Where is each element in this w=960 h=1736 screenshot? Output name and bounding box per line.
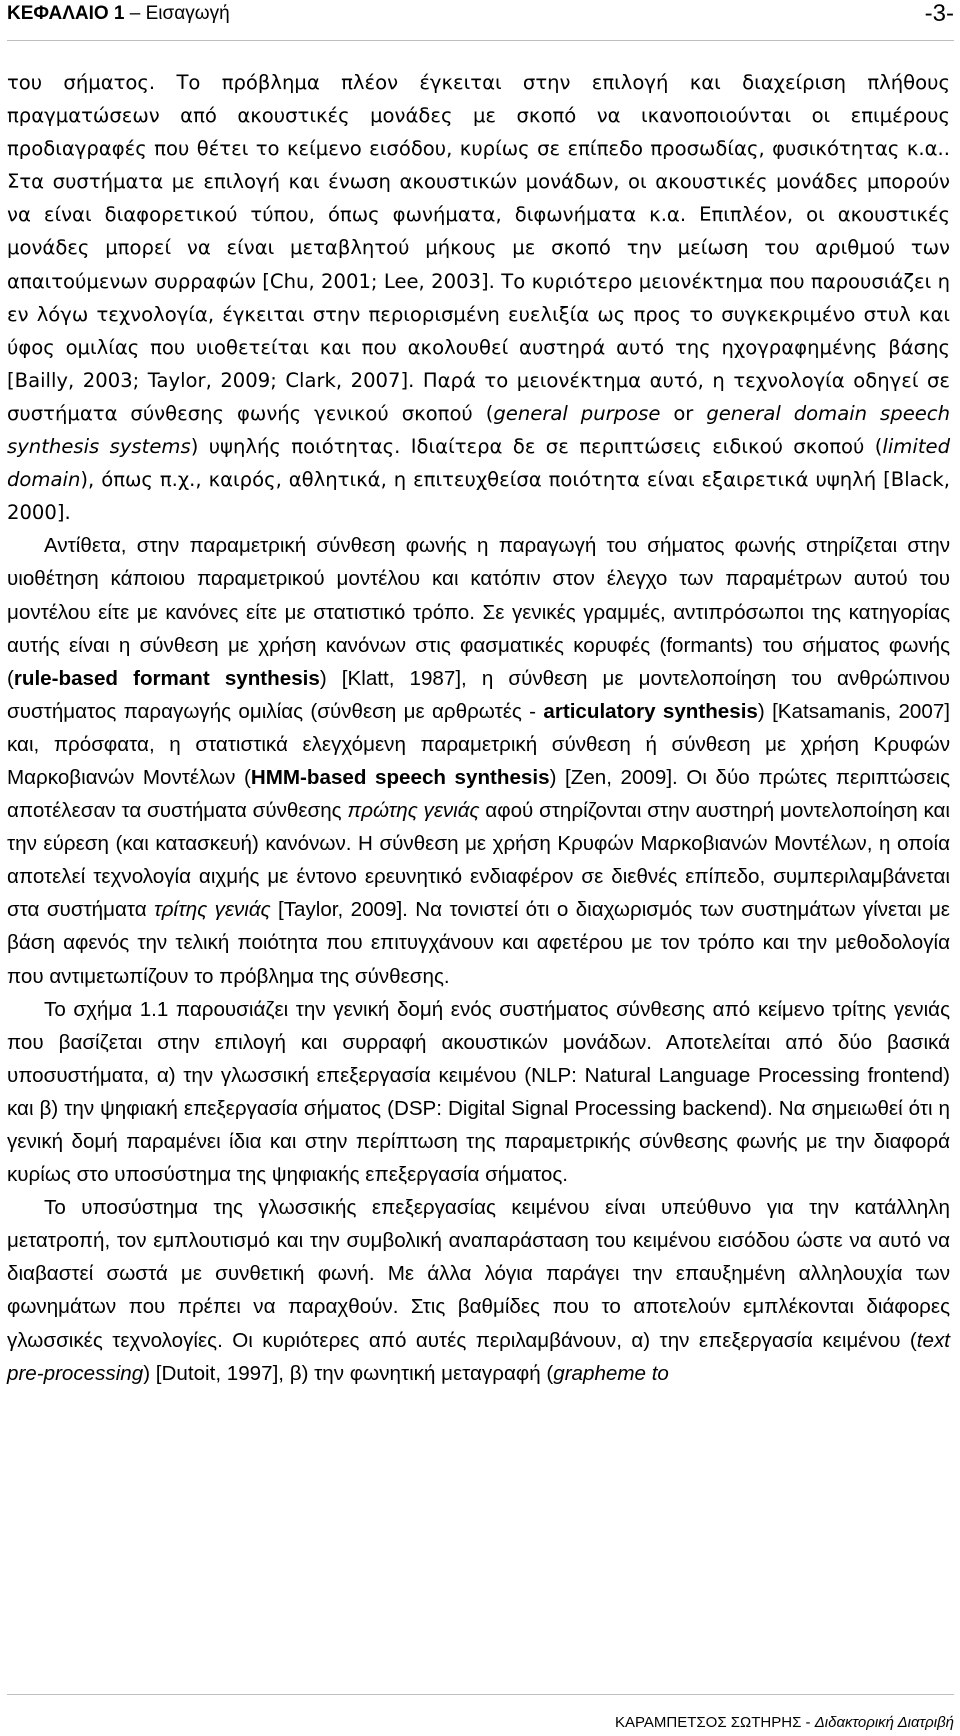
- page-footer: [7, 1694, 954, 1736]
- paragraph-2-text-d: ) [Zen, 2009]. Οι δύο πρώτες περιπτώσεις αποτέλεσαν τα συστήματα σύνθεσης: [7, 765, 951, 823]
- term-general-domain: general domain speech synthesis systems: [7, 401, 950, 459]
- paragraph-2-text-e: αφού στηρίζονται στην αυστηρή μοντελοποίηση και την εύρεση (και κατασκευή) κανόνων. Η σύνθεση με χρήση Κρυφών Μαρκοβιανών Μοντέλων, η οποία αποτελεί τεχνολογία αιχμής με έντονο ερευνητικό ενδιαφέρον σε διεθνές επίπεδο, συμπεριλαμβάνεται στα συστήματα: [7, 799, 951, 922]
- term-general-purpose: general purpose: [493, 401, 661, 425]
- term-rule-based-formant: rule-based formant synthesis: [13, 666, 320, 690]
- paragraph-1-text-b: or: [660, 401, 707, 425]
- running-head: [7, 4, 230, 24]
- paragraph-2-text-b: ) [Klatt, 1987], η σύνθεση με μοντελοποίηση του ανθρώπινου συστήματος παραγωγής ομιλίας (σύνθεση με αρθρωτές -: [7, 666, 951, 723]
- paragraph-1-text-d: ), όπως π.χ., καιρός, αθλητικά, η επιτευχθείσα ποιότητα είναι εξαιρετικά υψηλή [Black, 2000].: [7, 468, 950, 525]
- section-label: Εισαγωγή: [145, 3, 230, 24]
- paragraph-4-text-a: Το υποσύστημα της γλωσσικής επεξεργασίας κειμένου είναι υπεύθυνο για την κατάλληλη μετατροπή, τον εμπλουτισμό και την συμβολική αναπαράσταση του κειμένου εισόδου ώστε να αυτό να διαβαστεί σωστά με συνθετική φωνή. Με άλλα λόγια παράγει την επαυξημένη αλληλουχία των φωνημάτων που πρέπει να παραχθούν. Στις βαθμίδες που το αποτελούν εμπλέκονται διάφορες γλωσσικές τεχνολογίες. Οι κυριότερες από αυτές περιλαμβάνουν, α) την επεξεργασία κειμένου (: [7, 1196, 950, 1352]
- term-grapheme-to: grapheme to: [553, 1361, 669, 1385]
- term-limited-domain: limited domain: [7, 435, 951, 492]
- paragraph-2-text-a: Αντίθετα, στην παραμετρική σύνθεση φωνής η παραγωγή του σήματος φωνής στηρίζεται στην υιοθέτηση κάποιου παραμετρικού μοντέλου και κατόπιν στον έλεγχο των παραμέτρων αυτού του μοντέλου είτε με κανόνες είτε με στατιστικό τρόπο. Σε γενικές γραμμές, αντιπρόσωποι της κατηγορίας αυτής είναι η σύνθεση με χρήση κανόνων στις φασματικές κορυφές (formants) του σήματος φωνής (: [7, 534, 950, 690]
- footer-author: ΚΑΡΑΜΠΕΤΣΟΣ ΣΩΤΗΡΗΣ: [615, 1714, 802, 1731]
- body-text: [7, 66, 950, 1390]
- paragraph-2-text-f: [Taylor, 2009]. Να τονιστεί ότι ο διαχωρισμός των συστημάτων γίνεται με βάση αφενός την τελική ποιότητα που επιτυγχάνουν και αφετέρου με τον τρόπο και την μεθοδολογία που αντιμετωπίζουν το πρόβλημα της σύνθεσης.: [7, 898, 950, 988]
- paragraph-3: [7, 993, 950, 1192]
- paragraph-2-text-c: ) [Katsamanis, 2007] και, πρόσφατα, η στατιστικά ελεγχόμενη παραμετρική σύνθεση ή σύνθεση με χρήση Κρυφών Μαρκοβιανών Μοντέλων (: [7, 699, 950, 789]
- page-header: [7, 0, 954, 41]
- footer-text: [615, 1715, 954, 1731]
- term-articulatory: articulatory synthesis: [543, 699, 758, 723]
- term-hmm-based: HMM-based speech synthesis: [250, 765, 550, 789]
- paragraph-2: [7, 529, 950, 992]
- footer-title: Διδακτορική Διατριβή: [814, 1714, 954, 1731]
- paragraph-1-sans-text: του σήματος. Το πρόβλημα πλέον έγκειται στην επιλογή και διαχείριση πλήθους πραγματώσεων από ακουστικές μονάδες με σκοπό να ικανοποιούνται οι επιμέρους προδιαγραφές που θέτει το κείμενο εισόδου, κυρίως σε επίπεδο προσωδίας, φυσικότητας κ.α.. Στα συστήματα με επιλογή και ένωση ακουστικών μονάδων, οι ακουστικές μονάδες μπορούν να είναι διαφορετικού τύπου, όπως φωνήματα, διφωνήματα κ.α. Επιπλέον, οι ακουστικές μονάδες μπορεί να είναι μεταβλητού μήκους με σκοπό την μείωση του αριθμού των απαιτούμενων συρραφών [Chu, 2001; Lee, 2003].: [7, 71, 950, 293]
- paragraph-1: [7, 66, 950, 529]
- page-number: -3-: [924, 0, 954, 27]
- chapter-label: ΚΕΦΑΛΑΙΟ 1: [7, 3, 125, 24]
- paragraph-1-text-a: Το κυριότερο μειονέκτημα που παρουσιάζει η εν λόγω τεχνολογία, έγκειται στην περιορισμένη ευελιξία ως προς το συγκεκριμένο στυλ και ύφος ομιλίας που υιοθετείται και που ακολουθεί αυστηρά αυτό της ηχογραφημένης βάσης [Bailly, 2003; Taylor, 2009; Clark, 2007]. Παρά το μειονέκτημα αυτό, η τεχνολογία οδηγεί σε συστήματα σύνθεσης φωνής γενικού σκοπού (: [7, 269, 951, 425]
- term-third-generation: τρίτης γενιάς: [154, 898, 271, 922]
- paragraph-3-text: Το σχήμα 1.1 παρουσιάζει την γενική δομή ενός συστήματος σύνθεσης από κείμενο τρίτης γενιάς που βασίζεται στην επιλογή και συρραφή ακουστικών μονάδων. Αποτελείται από δύο βασικά υποσυστήματα, α) την γλωσσική επεξεργασία κειμένου (NLP: Natural Language Processing frontend) και β) την ψηφιακή επεξεργασία σήματος (DSP: Digital Signal Processing backend). Να σημειωθεί ότι η γενική δομή παραμένει ίδια και στην περίπτωση της παραμετρικής σύνθεσης φωνής με την διαφορά κυρίως στο υποσύστημα της ψηφιακής επεξεργασία σήματος.: [7, 997, 950, 1187]
- term-text-preprocessing: text pre-processing: [7, 1328, 950, 1385]
- paragraph-4: [7, 1191, 950, 1390]
- footer-separator: -: [801, 1714, 815, 1731]
- paragraph-1-text-c: ) υψηλής ποιότητας. Ιδιαίτερα δε σε περιπτώσεις ειδικού σκοπού (: [190, 435, 883, 459]
- header-separator: –: [124, 3, 146, 24]
- term-first-generation: πρώτης γενιάς: [347, 799, 480, 823]
- paragraph-4-text-b: ) [Dutoit, 1997], β) την φωνητική μεταγραφή (: [143, 1361, 554, 1385]
